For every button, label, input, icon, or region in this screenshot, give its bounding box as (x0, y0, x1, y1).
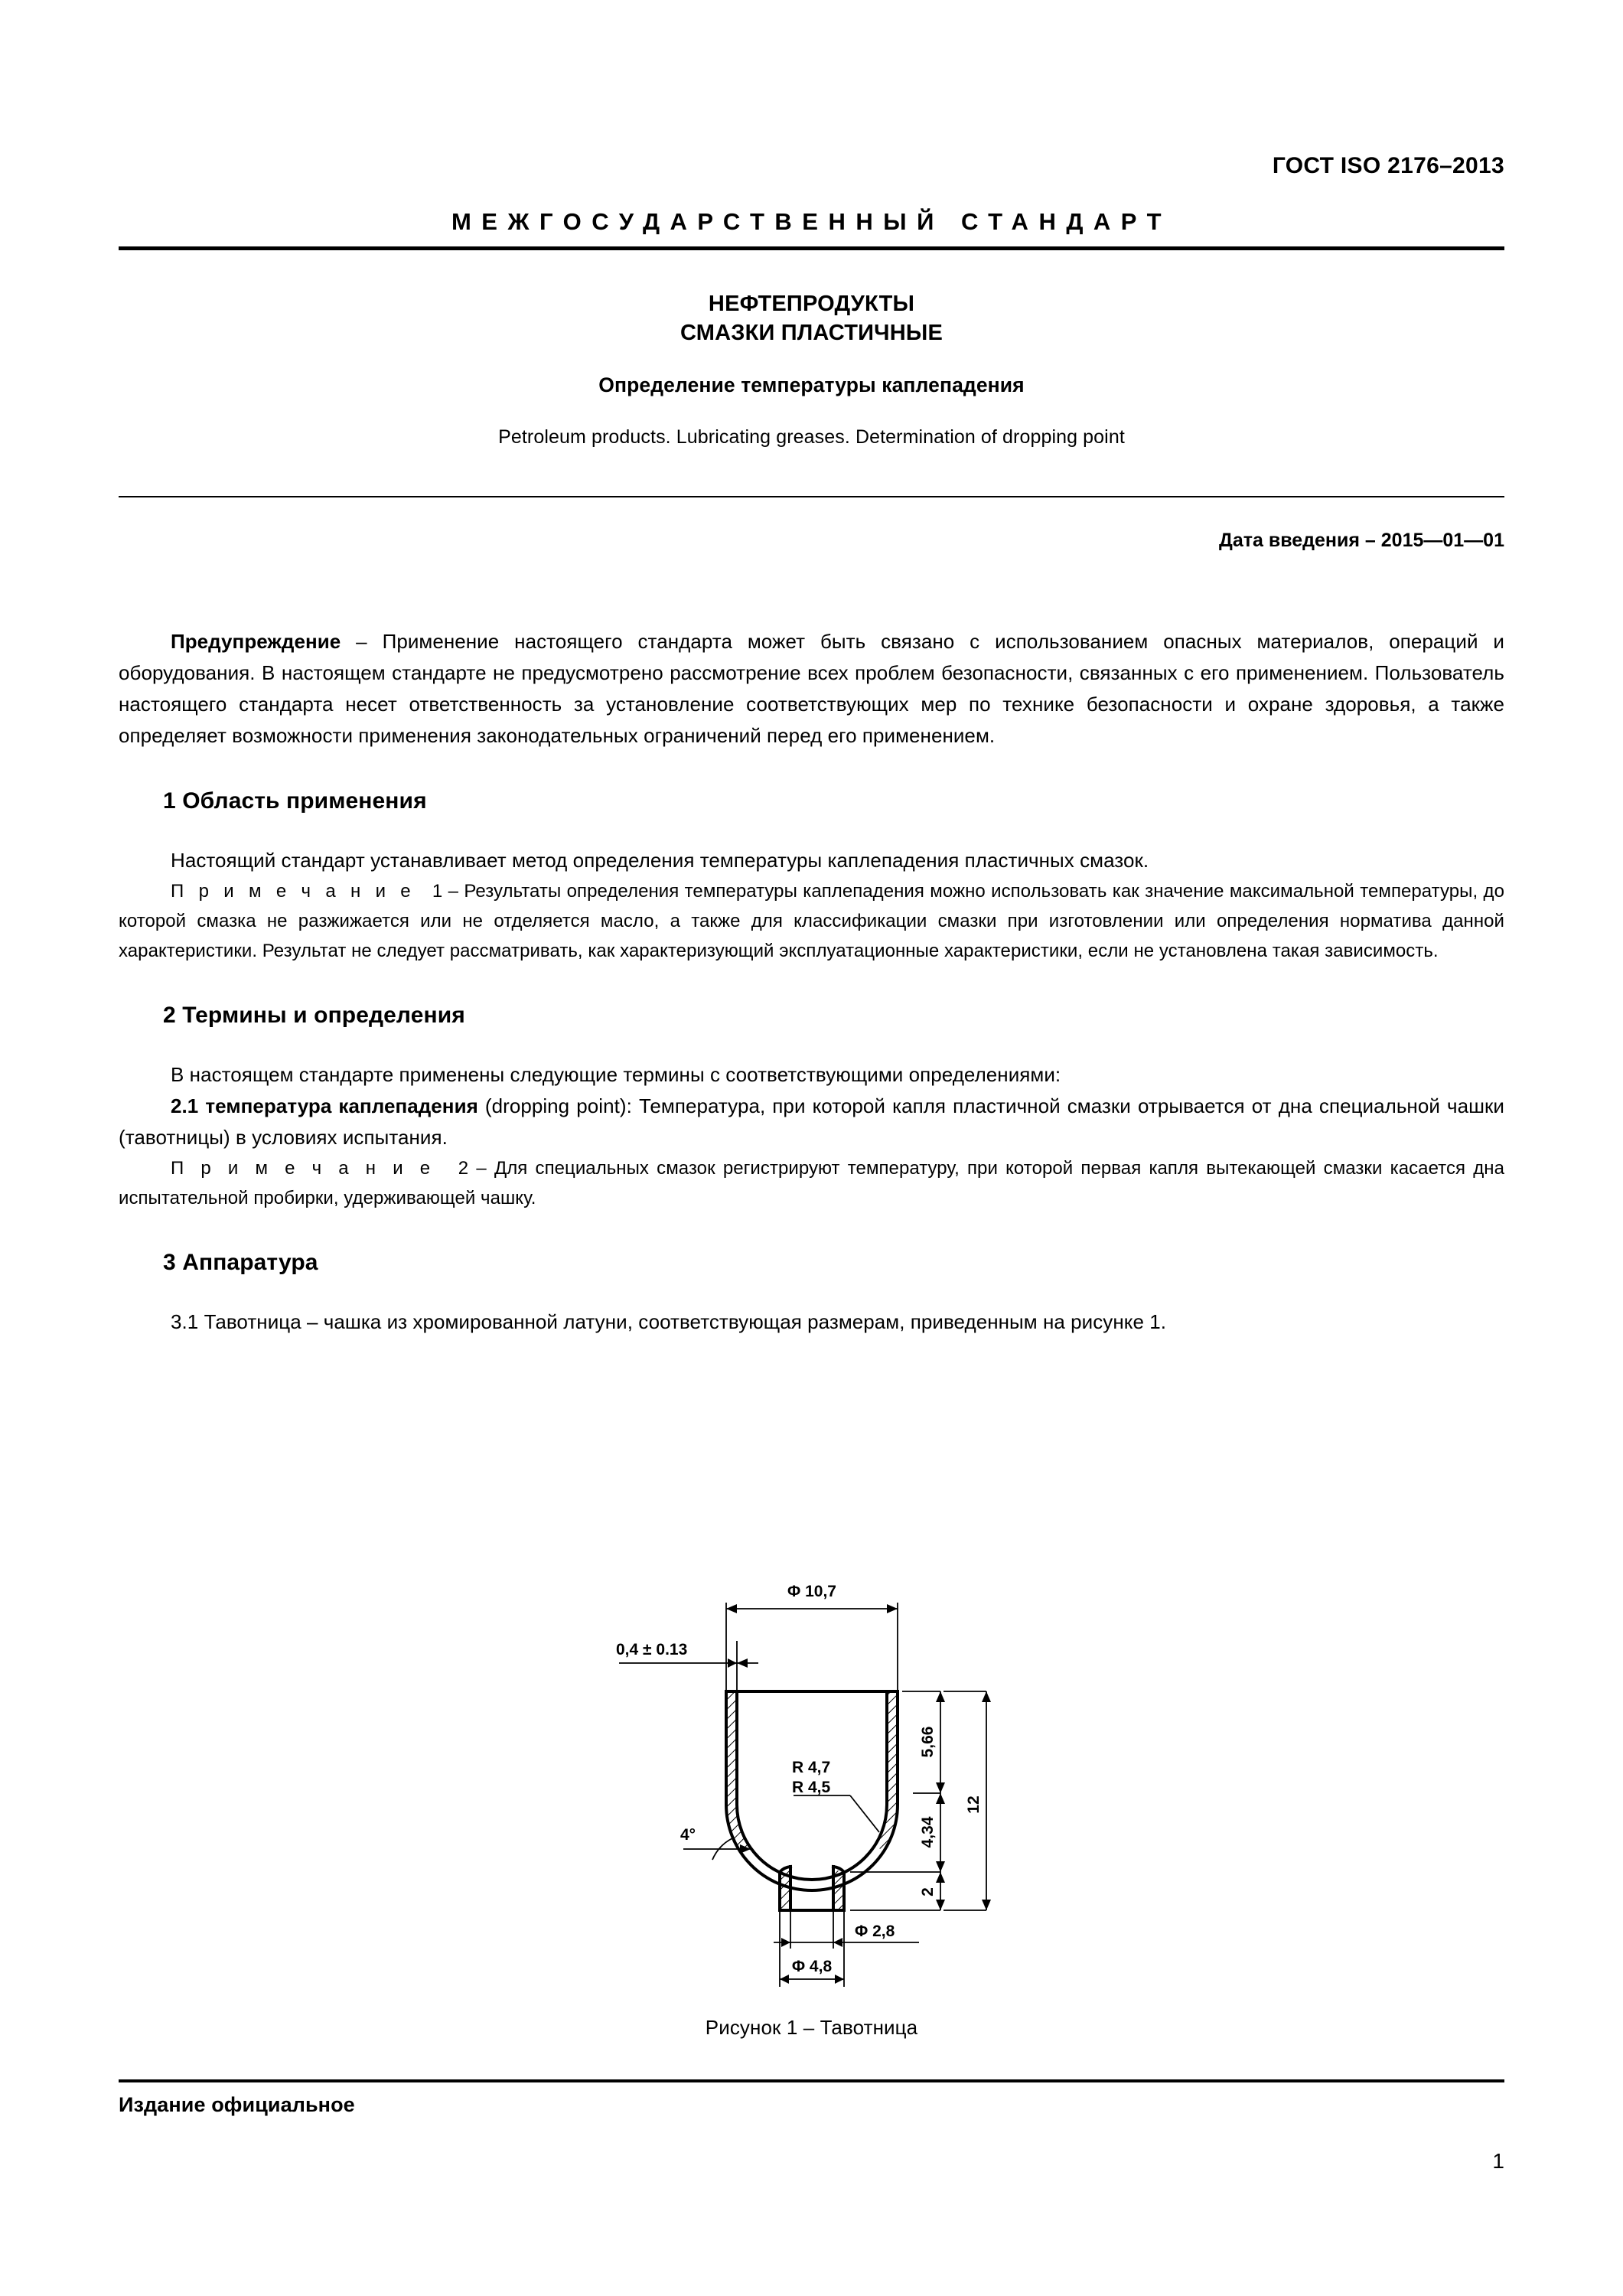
grease-cup-drawing (598, 1575, 1026, 2004)
official-edition-label: Издание официальное (119, 2093, 355, 2116)
figure-1 (119, 1575, 1504, 2040)
spacer (119, 814, 1504, 845)
dim-wall-thickness: 0,4 ± 0.13 (615, 1641, 687, 1658)
spacer (119, 966, 1504, 1003)
term-2-1 (119, 1091, 1504, 1153)
note-1 (119, 876, 1504, 966)
standard-banner: МЕЖГОСУДАРСТВЕННЫЙ СТАНДАРТ (119, 208, 1504, 250)
title-divider (119, 496, 1504, 497)
warning-label: Предупреждение (171, 630, 341, 653)
dim-radius-inner: R 4,5 (791, 1779, 830, 1796)
term-definition: (dropping point): Температура, при которой капля пластичной смазки отрывается от дна специальной чашки (тавотницы) в условиях испытания. (119, 1094, 1505, 1149)
document-number: ГОСТ ISO 2176–2013 (1272, 153, 1504, 178)
title-english: Petroleum products. Lubricating greases. Determination of dropping point (498, 426, 1125, 448)
note-1-label: П р и м е ч а н и е (171, 881, 416, 902)
warning-text: – Применение настоящего стандарта может быть связано с использованием опасных материалов, операций и оборудования. В настоящем стандарте не предусмотрено рассмотрение всех проблем безопасности, связанных с его применением. Пользователь настоящего стандарта несет ответственность за установление соответствующих мер по технике безопасности и охране здоровья, а также определяет возможности применения законодательных ограничений перед его применением. (119, 630, 1504, 747)
note-1-number: 1 (432, 881, 443, 902)
dim-height-upper: 5,66 (918, 1726, 937, 1758)
title-subtitle: Определение температуры каплепадения (598, 373, 1025, 396)
note-2-label: П р и м е ч а н и е (171, 1158, 435, 1179)
section-heading-1: 1 Область применения (163, 788, 427, 814)
note-2-number: 2 (458, 1158, 469, 1179)
title-line-2: СМАЗКИ ПЛАСТИЧНЫЕ (680, 321, 943, 345)
title-main (119, 289, 1504, 347)
spacer (119, 1276, 1504, 1306)
section-heading-2: 2 Термины и определения (163, 1003, 465, 1028)
note-2-text: – Для специальных смазок регистрируют температуру, при которой первая капля вытекающей смазки касается дна испытательной пробирки, удерживающей чашку. (119, 1158, 1504, 1208)
page-number: 1 (1492, 2149, 1504, 2173)
title-block (119, 289, 1504, 448)
title-line-1: НЕФТЕПРОДУКТЫ (708, 292, 915, 316)
dim-height-middle: 4,34 (918, 1816, 937, 1848)
term-number: 2.1 (171, 1094, 206, 1117)
dim-orifice-diameter: Φ 2,8 (854, 1923, 895, 1940)
warning-paragraph (119, 626, 1504, 752)
spacer (119, 1213, 1504, 1250)
section-1-paragraph: Настоящий стандарт устанавливает метод определения температуры каплепадения пластичных смазок. (171, 849, 1149, 872)
spacer (119, 752, 1504, 788)
dim-height-lower: 2 (918, 1887, 937, 1896)
footer-divider (119, 2079, 1504, 2082)
dim-stem-diameter: Φ 4,8 (791, 1958, 832, 1975)
dim-radius-outer: R 4,7 (791, 1759, 830, 1776)
spacer (119, 1029, 1504, 1059)
document-body (119, 626, 1504, 1338)
term-name: температура каплепадения (205, 1094, 478, 1117)
dim-angle: 4° (680, 1826, 696, 1844)
note-1-text: – Результаты определения температуры каплепадения можно использовать как значение максимальной температуры, до которой смазка не разжижается или не отделяется масло, а также для классификации смазки при изготовлении или определения норматива данной характеристики. Результат не следует рассматривать, как характеризующий эксплуатационные характеристики, если не установлена такая зависимость. (119, 881, 1504, 961)
introduction-date: Дата введения – 2015—01—01 (1219, 530, 1504, 551)
dim-top-diameter: Φ 10,7 (787, 1583, 836, 1600)
section-3-paragraph: 3.1 Тавотница – чашка из хромированной латуни, соответствующая размерам, приведенным на рисунке 1. (171, 1310, 1167, 1333)
dim-height-total: 12 (964, 1795, 983, 1814)
section-2-paragraph: В настоящем стандарте применены следующие термины с соответствующими определениями: (171, 1063, 1061, 1086)
section-heading-3: 3 Аппаратура (163, 1250, 318, 1275)
dimension-labels (616, 1583, 983, 1975)
note-2 (119, 1153, 1504, 1213)
figure-caption: Рисунок 1 – Тавотница (705, 2016, 918, 2039)
